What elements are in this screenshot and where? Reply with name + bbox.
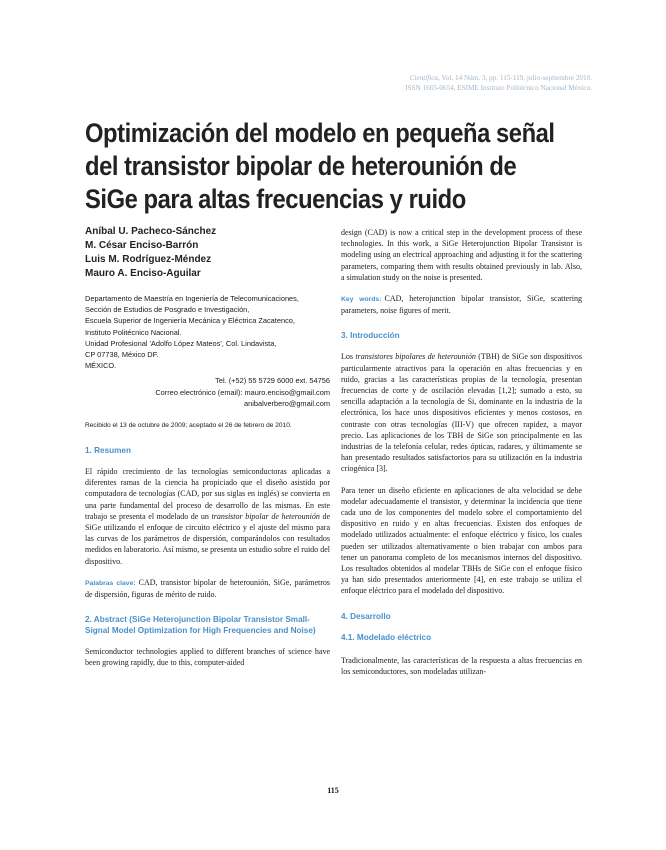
received-dates: Recibido el 13 de octubre de 2009; aceptado el 26 de febrero de 2010. <box>85 422 292 430</box>
journal-header <box>262 73 592 93</box>
affiliation-line: Instituto Politécnico Nacional. <box>85 327 182 337</box>
intro-text-part: (TBH) de SiGe son dispositivos particularmente atractivos para la operación en altas frecuencias y en ruido, gracias a las características propias de la tecnología, presentan frecuencias de corte y de oscilación elevadas [1,2]; sumado a esto, su sencilla adaptación a la tecnología de Si, dominante en la industria de la electrónica, los hace unos dispositivos eficientes y menos costosos, en contraste con otras tecnologías (III-V) que ofrecen rapidez, a mayor precio. Las aplicaciones de los TBH de SiGe son principalmente en las industrias de la telefonía celular, redes ópticas, radares, y últimamente se han presentado resultados satisfactorios para su utilización en la industria criogénica [3]. <box>341 352 583 474</box>
paper-title <box>85 117 555 216</box>
left-column <box>85 225 330 679</box>
abstract-keywords <box>341 293 582 316</box>
journal-name: Científica <box>409 74 439 82</box>
journal-citation <box>262 73 592 83</box>
journal-volume: , Vol. 14 Núm. 3, pp. 115-119, julio-septiembre 2010. <box>438 74 592 82</box>
phone: Tel. (+52) 55 5729 6000 ext. 54756 <box>215 376 330 386</box>
abstract-text-start: Semiconductor technologies applied to different branches of science have been growing rapidly, due to this, computer-aided <box>85 647 330 668</box>
author-name: Aníbal U. Pacheco-Sánchez <box>85 226 217 237</box>
intro-heading: 3. Introducción <box>341 331 400 341</box>
abstract-heading: 2. Abstract (SiGe Heterojunction Bipolar Transistor Small-Signal Model Optimization for High Frequencies and Noise) <box>85 615 316 636</box>
keywords-text: CAD, heterojunction bipolar transistor, SiGe, scattering parameters, noise figures of merit. <box>341 294 582 316</box>
modelado-subheading: 4.1. Modelado eléctrico <box>341 632 432 642</box>
author-name: Luis M. Rodríguez-Méndez <box>85 254 212 265</box>
page-number: 115 <box>327 786 339 795</box>
contact-info <box>85 375 330 409</box>
author-name: M. César Enciso-Barrón <box>85 240 199 251</box>
affiliation-line: MÉXICO. <box>85 361 117 371</box>
keywords-text: CAD, transistor bipolar de heterounión, SiGe, parámetros de dispersión, figuras de mérito de ruido. <box>85 577 330 600</box>
abstract-text-continued: design (CAD) is now a critical step in the development process of these technologies. In this work, a SiGe Heterojunction Bipolar Transistor is modeling using an electrical approaching and adjusting it for the scattering parameters, comparing them with results obtained previously in lab. Also, a simulation study on the noise is presented. <box>341 228 582 282</box>
affiliation-line: CP 07738, México DF. <box>85 350 159 360</box>
intro-text-italic: transistores bipolares de heterounión <box>355 352 476 362</box>
journal-issn: ISSN 1665-0654, ESIME Instituto Politécnico Nacional México. <box>405 84 592 92</box>
right-column <box>341 225 582 687</box>
resumen-text <box>85 466 330 567</box>
resumen-keywords <box>85 577 330 600</box>
affiliation-line: Sección de Estudios de Posgrado e Investigación, <box>85 305 250 315</box>
intro-paragraph-1 <box>341 351 582 474</box>
intro-text-part: Los <box>341 352 356 362</box>
email-line: Correo electrónico (email): mauro.enciso@gmail.com <box>155 387 330 397</box>
desarrollo-text: Tradicionalmente, las características de la respuesta a altas frecuencias en los semiconductores, son modeladas utilizan- <box>341 655 582 677</box>
author-name: Mauro A. Enciso-Aguilar <box>85 268 201 279</box>
affiliation-line: Departamento de Maestría en Ingeniería de Telecomunicaciones, <box>85 294 299 303</box>
desarrollo-heading: 4. Desarrollo <box>341 611 391 621</box>
title-line-2: del transistor bipolar de heterounión de <box>85 151 517 181</box>
affiliation-line: Unidad Profesional 'Adolfo López Mateos', Col. Lindavista, <box>85 338 277 348</box>
affiliation <box>85 293 330 371</box>
email-secondary: anibalverbero@gmail.com <box>244 398 330 408</box>
resumen-text-part: El rápido crecimiento de las tecnologías semiconductoras aplicadas a diferentes ramas de la ciencia ha propiciado que el diseño asistido por computadora de tecnologías (CAD, por sus siglas en inglés) se convierta en una parte fundamental del proceso de desarrollo de las mismas. En este trabajo se presenta el modelado de un <box>85 467 330 521</box>
resumen-heading: 1. Resumen <box>85 446 131 456</box>
resumen-text-part: de SiGe utilizando el enfoque de circuito eléctrico y el ajuste del mismo para las curvas de los parámetros de dispersión, comparándolos con resultados medidos en laboratorio. Así mismo, se presenta un estudio sobre el ruido del dispositivo. <box>85 511 330 566</box>
resumen-text-italic: transistor bipolar de heterounión <box>211 511 320 521</box>
intro-paragraph-2: Para tener un diseño eficiente en aplicaciones de alta velocidad se debe modelar adecuadamente el transistor, y determinar la incidencia que tiene cada uno de los componentes del modelo sobre el comportamiento del dispositivo en ruido y en altas frecuencias. Existen dos enfoques de modelado utilizados actualmente: el enfoque eléctrico y físico, los cuales pueden ser utilizados alternativamente o bien trabajar con ambos para tener un panorama completo de los mecanismos internos del dispositivo. Los resultados obtenidos al modelar TBHs de SiGe con el enfoque físico ya han sido presentados anteriormente [4], en este trabajo se utiliza el enfoque eléctrico para el modelado del dispositivo. <box>341 485 582 596</box>
title-line-1: Optimización del modelo en pequeña señal <box>85 118 555 148</box>
author-list <box>85 225 330 281</box>
title-line-3: SiGe para altas frecuencias y ruido <box>85 184 466 214</box>
keywords-label: Key words: <box>341 296 382 304</box>
affiliation-line: Escuela Superior de Ingeniería Mecánica y Eléctrica Zacatenco, <box>85 316 295 326</box>
keywords-label: Palabras clave: <box>85 579 136 587</box>
